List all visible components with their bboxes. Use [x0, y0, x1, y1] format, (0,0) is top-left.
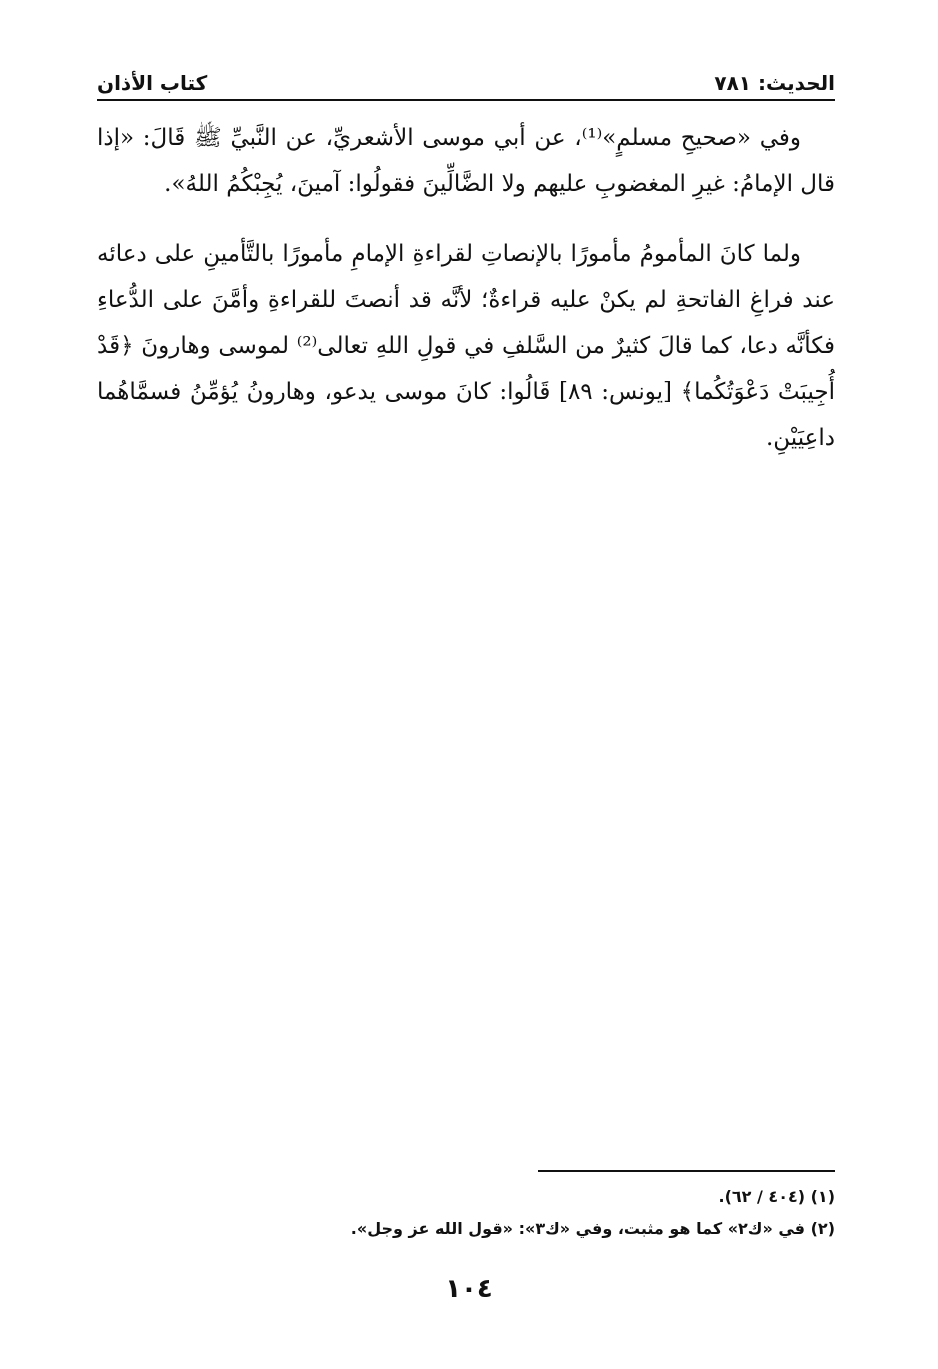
header-divider [97, 99, 835, 101]
footnote-item: (١) (٤٠٤ / ٦٢). [718, 1187, 835, 1206]
footnotes [97, 1181, 835, 1245]
page-number: ١٠٤ [445, 1274, 493, 1304]
book-title: كتاب الأذان [97, 71, 208, 95]
running-header [97, 68, 835, 98]
hadith-number: الحديث: ٧٨١ [714, 71, 835, 95]
main-text [97, 115, 835, 461]
paragraph: ولما كانَ المأمومُ مأمورًا بالإنصاتِ لقراءةِ الإمامِ مأمورًا بالتَّأمينِ على دعائه عند فراغِ الفاتحةِ لم يكنْ عليه قراءةٌ؛ لأنَّه قد أنصتَ للقراءةِ وأمَّنَ على الدُّعاءِ فكأنَّه دعا، كما قالَ كثيرٌ من السَّلفِ في قولِ اللهِ تعالى⁽²⁾ لموسى وهارونَ ﴿قَدْ أُجِيبَتْ دَعْوَتُكُما﴾ [يونس: ٨٩] قَالُوا: كانَ موسى يدعو، وهارونُ يُؤمِّنُ فسمَّاهُما داعِيَيْنِ. [97, 241, 836, 451]
footnote-divider [538, 1170, 835, 1172]
paragraph: وفي «صحيحِ مسلمٍ»⁽¹⁾، عن أبي موسى الأشعريِّ، عن النَّبيِّ ﷺ قَالَ: «إذا قال الإمامُ: غيرِ المغضوبِ عليهم ولا الضَّالِّينَ فقولُوا: آمينَ، يُجِبْكُمُ اللهُ». [97, 125, 835, 197]
footnote-item: (٢) في «ك٢» كما هو مثبت، وفي «ك٣»: «قول الله عز وجل». [350, 1219, 835, 1238]
